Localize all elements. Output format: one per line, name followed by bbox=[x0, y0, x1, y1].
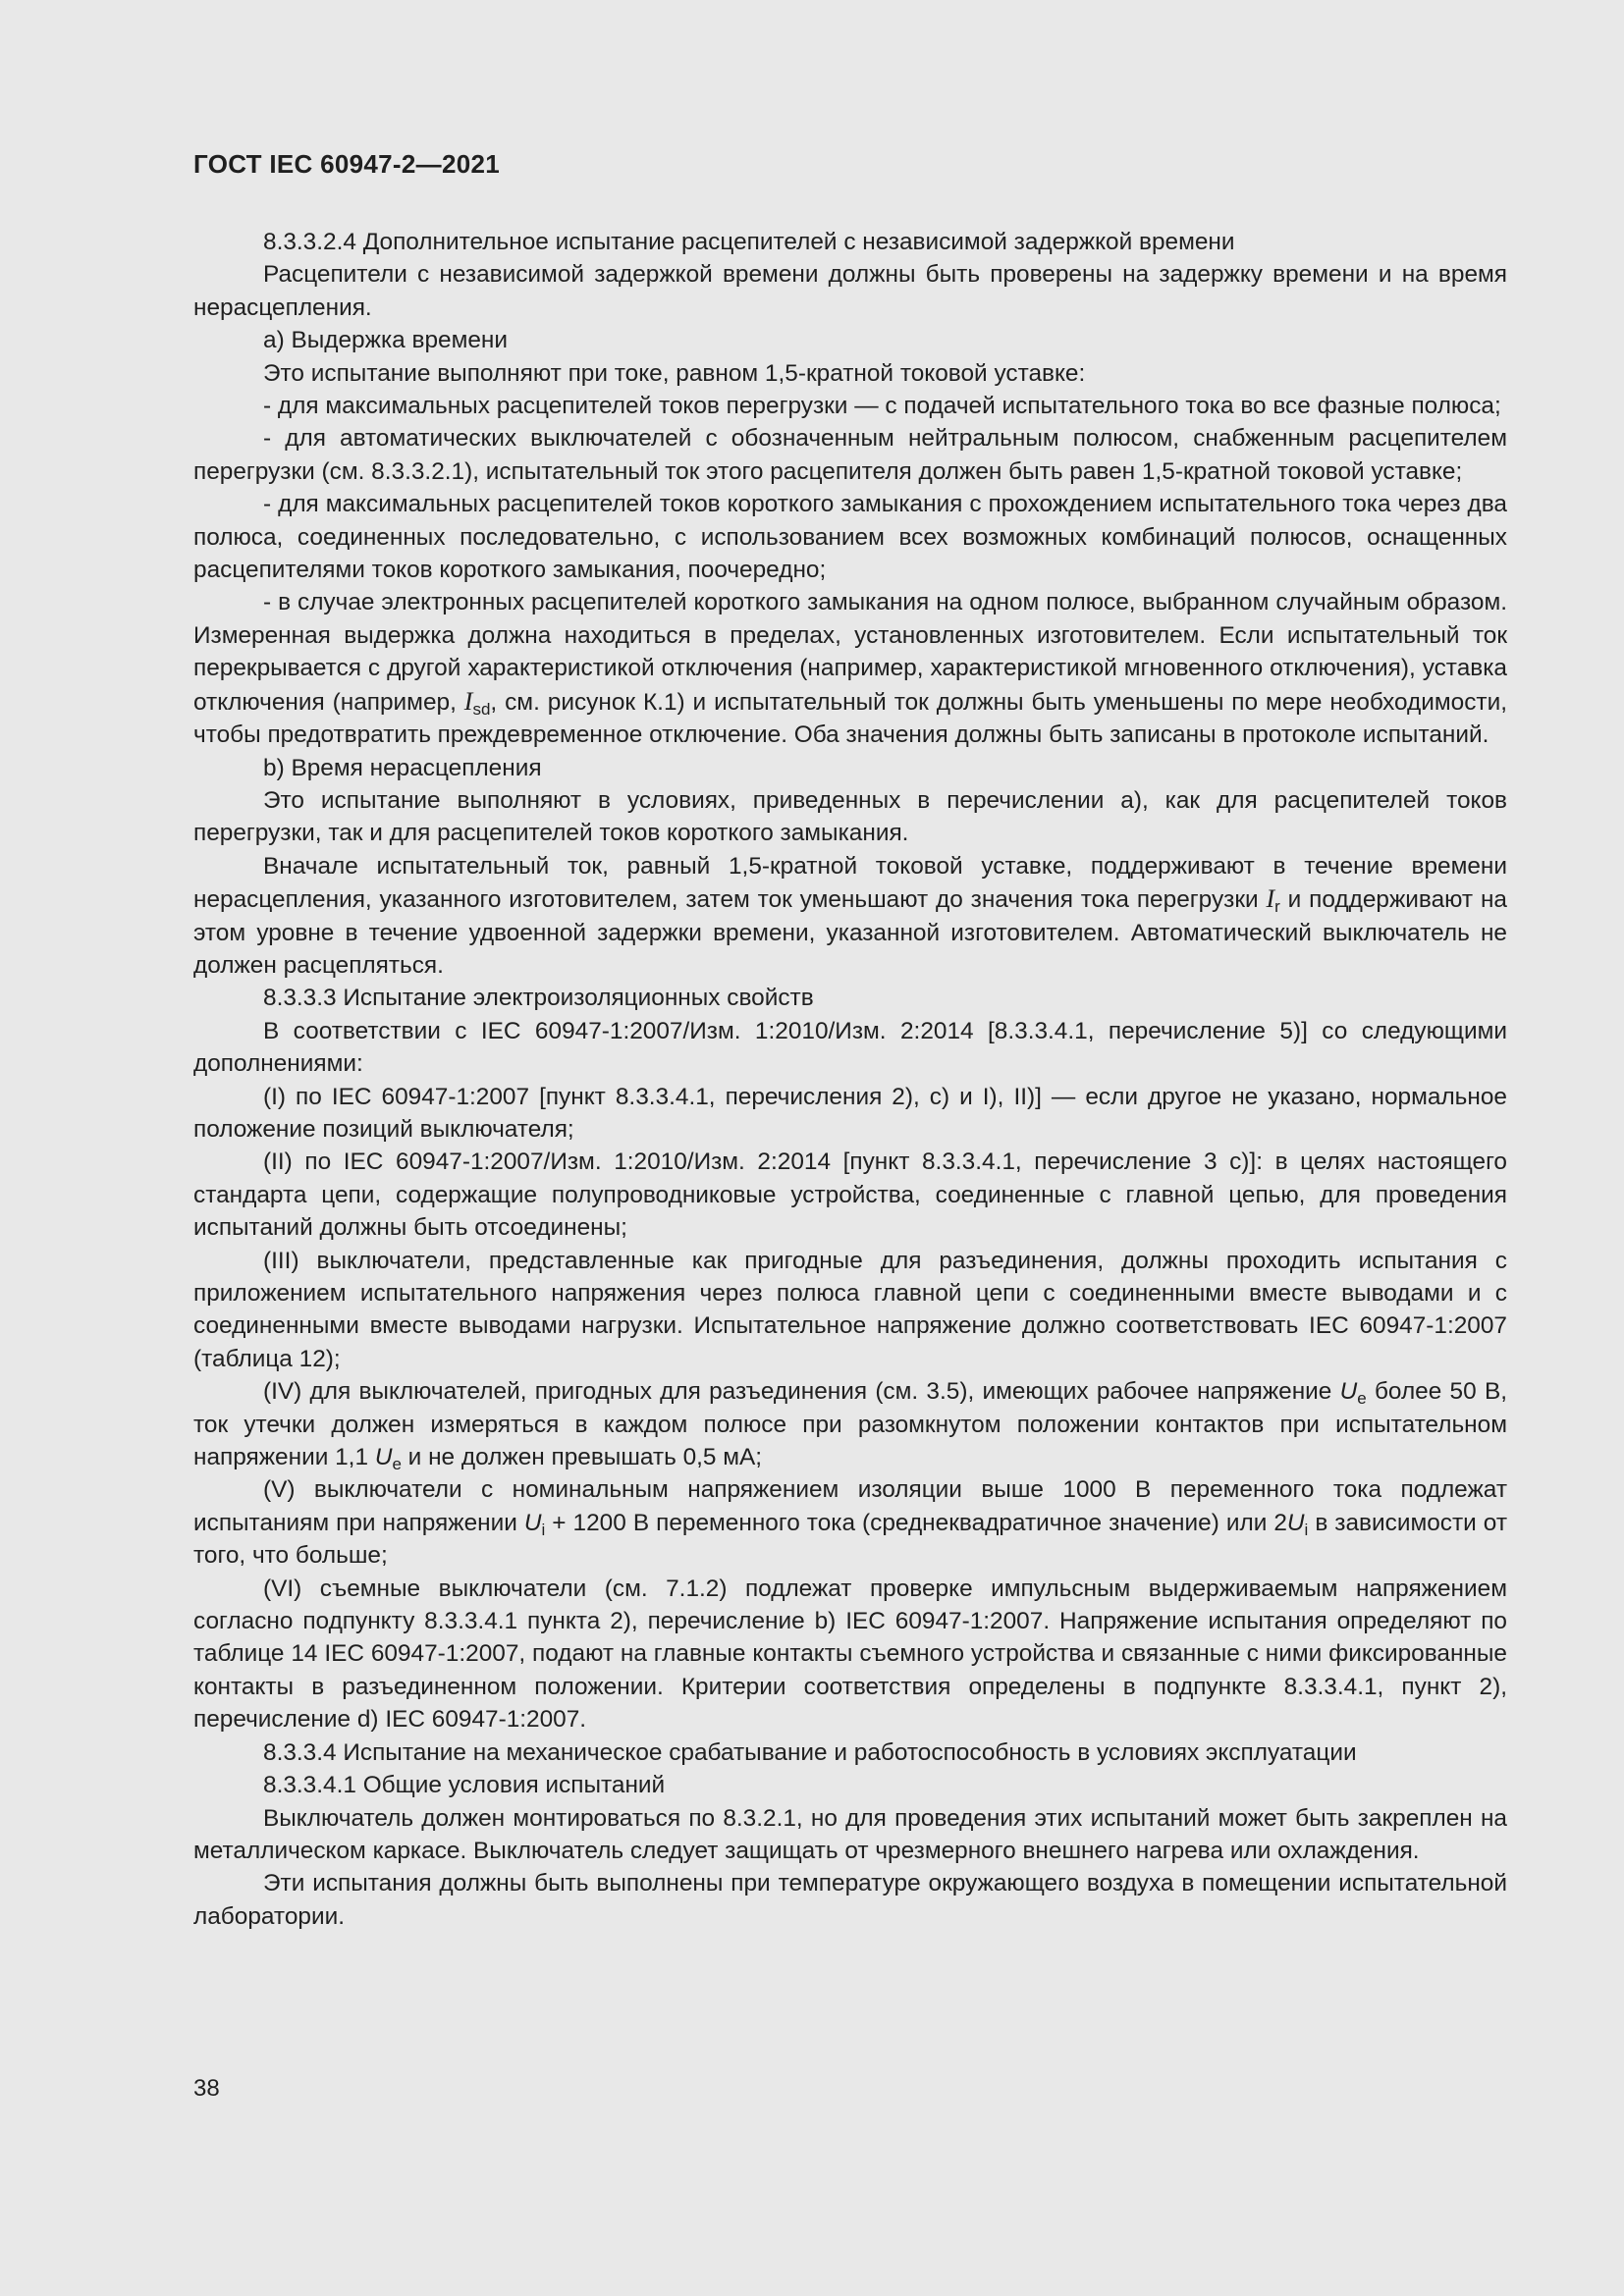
list-item: (III) выключатели, представленные как пригодные для разъединения, должны проходить испытания с приложением испытательного напряжения через полюса главной цепи с соединенными вместе выводами и с соединенными вместе выводами нагрузки. Испытательное напряжение должно соответствовать IEC 60947-1:2007 (таблица 12); bbox=[193, 1247, 1507, 1372]
list-item bbox=[193, 1375, 1507, 1473]
voltage-symbol: U bbox=[1286, 1509, 1305, 1536]
document-body bbox=[193, 226, 1507, 1933]
text-segment: (V) выключатели с номинальным напряжением изоляции выше 1000 В переменного тока подлежат испытаниям при напряжении bbox=[193, 1476, 1507, 1536]
paragraph: В соответствии с IEC 60947-1:2007/Изм. 1:2010/Изм. 2:2014 [8.3.3.4.1, перечисление 5)] со следующими дополнениями: bbox=[193, 1017, 1507, 1078]
list-item-heading-a: a) Выдержка времени bbox=[263, 327, 509, 354]
paragraph bbox=[193, 850, 1507, 983]
list-item: (I) по IEC 60947-1:2007 [пункт 8.3.3.4.1, перечисления 2), с) и I), II)] — если другое не указано, нормальное положение позиций выключателя; bbox=[193, 1083, 1507, 1143]
current-symbol: I bbox=[1266, 884, 1275, 914]
subscript: i bbox=[1304, 1520, 1309, 1539]
text-segment: Вначале испытательный ток, равный 1,5-кратной токовой уставке, поддерживают в течение времени нерасцепления, указанного изготовителем, затем ток уменьшают до значения тока перегрузки bbox=[193, 852, 1507, 914]
section-heading-8-3-3-2-4: 8.3.3.2.4 Дополнительное испытание расцепителей с независимой задержкой времени bbox=[263, 229, 1235, 255]
list-item-heading-b: b) Время нерасцепления bbox=[263, 754, 542, 781]
list-item bbox=[193, 586, 1507, 751]
section-heading-8-3-3-4: 8.3.3.4 Испытание на механическое срабатывание и работоспособность в условиях эксплуатации bbox=[263, 1738, 1357, 1766]
paragraph: Расцепители с независимой задержкой времени должны быть проверены на задержку времени и на время нерасцепления. bbox=[193, 261, 1507, 321]
paragraph: Эти испытания должны быть выполнены при температуре окружающего воздуха в помещении испытательной лаборатории. bbox=[193, 1870, 1507, 1930]
voltage-symbol: U bbox=[1339, 1378, 1358, 1406]
text-segment: , см. рисунок К.1) и испытательный ток должны быть уменьшены по мере необходимости, чтобы предотвратить преждевременное отключение. Оба значения должны быть записаны в протоколе испытаний. bbox=[193, 688, 1507, 749]
section-heading-8-3-3-3: 8.3.3.3 Испытание электроизоляционных свойств bbox=[263, 985, 814, 1012]
subscript: i bbox=[541, 1520, 546, 1539]
subscript: r bbox=[1274, 897, 1280, 917]
text-segment: + 1200 В переменного тока (среднеквадратичное значение) или 2 bbox=[545, 1509, 1287, 1536]
list-item: (II) по IEC 60947-1:2007/Изм. 1:2010/Изм. 2:2014 [пункт 8.3.3.4.1, перечисление 3 c)]: в целях настоящего стандарта цепи, содержащие полупроводниковые устройства, соединенные с главной цепью, для проведения испытаний должны быть отсоединены; bbox=[193, 1148, 1507, 1242]
current-symbol: I bbox=[463, 686, 473, 716]
text-segment: и поддерживают на этом уровне в течение удвоенной задержки времени, указанной изготовителем. Автоматический выключатель не должен расцепляться. bbox=[193, 886, 1507, 979]
voltage-symbol: U bbox=[374, 1444, 393, 1471]
subscript: e bbox=[392, 1455, 402, 1474]
text-segment: - в случае электронных расцепителей короткого замыкания на одном полюсе, выбранном случайным образом. Измеренная выдержка должна находиться в пределах, установленных изготовителем. Если испытательный ток перекрывается с другой характеристикой отключения (например, характеристикой мгновенного отключения), уставка отключения (например, bbox=[193, 589, 1507, 716]
subscript: sd bbox=[472, 699, 491, 719]
subscript: e bbox=[1357, 1389, 1367, 1409]
paragraph: Это испытание выполняют в условиях, приведенных в перечислении a), как для расцепителей токов перегрузки, так и для расцепителей токов короткого замыкания. bbox=[193, 786, 1507, 847]
text-segment: более 50 В, ток утечки должен измеряться в каждом полюсе при разомкнутом положении контактов при испытательном напряжении 1,1 bbox=[193, 1378, 1507, 1471]
section-heading-8-3-3-4-1: 8.3.3.4.1 Общие условия испытаний bbox=[263, 1772, 666, 1799]
list-item: (VI) съемные выключатели (см. 7.1.2) подлежат проверке импульсным выдерживаемым напряжением согласно подпункту 8.3.3.4.1 пункта 2), перечисление b) IEC 60947-1:2007. Напряжение испытания определяют по таблице 14 IEC 60947-1:2007, подают на главные контакты съемного устройства и связанные с ними фиксированные контакты в разъединенном положении. Критерии соответствия определены в подпункте 8.3.3.4.1, пункт 2), перечисление d) IEC 60947-1:2007. bbox=[193, 1575, 1507, 1734]
list-item: - для максимальных расцепителей токов короткого замыкания с прохождением испытательного тока через два полюса, соединенных последовательно, с использованием всех возможных комбинаций полюсов, оснащенных расцепителями токов короткого замыкания, поочередно; bbox=[193, 491, 1507, 584]
list-item: - для автоматических выключателей с обозначенным нейтральным полюсом, снабженным расцепителем перегрузки (см. 8.3.3.2.1), испытательный ток этого расцепителя должен быть равен 1,5-кратной токовой уставке; bbox=[193, 425, 1507, 485]
paragraph: Это испытание выполняют при токе, равном 1,5-кратной токовой уставке: bbox=[263, 359, 1086, 387]
paragraph: Выключатель должен монтироваться по 8.3.2.1, но для проведения этих испытаний может быть закреплен на металлическом каркасе. Выключатель следует защищать от чрезмерного внешнего нагрева или охлаждения. bbox=[193, 1804, 1507, 1864]
text-segment: (IV) для выключателей, пригодных для разъединения (см. 3.5), имеющих рабочее напряжение bbox=[263, 1378, 1340, 1406]
page-number: 38 bbox=[193, 2075, 220, 2102]
voltage-symbol: U bbox=[523, 1509, 542, 1536]
document-header: ГОСТ IEC 60947-2—2021 bbox=[193, 149, 500, 179]
list-item bbox=[193, 1473, 1507, 1572]
list-item: - для максимальных расцепителей токов перегрузки — с подачей испытательного тока во все фазные полюса; bbox=[263, 393, 1501, 420]
text-segment: в зависимости от того, что больше; bbox=[193, 1509, 1507, 1570]
text-segment: и не должен превышать 0,5 мА; bbox=[401, 1444, 763, 1471]
